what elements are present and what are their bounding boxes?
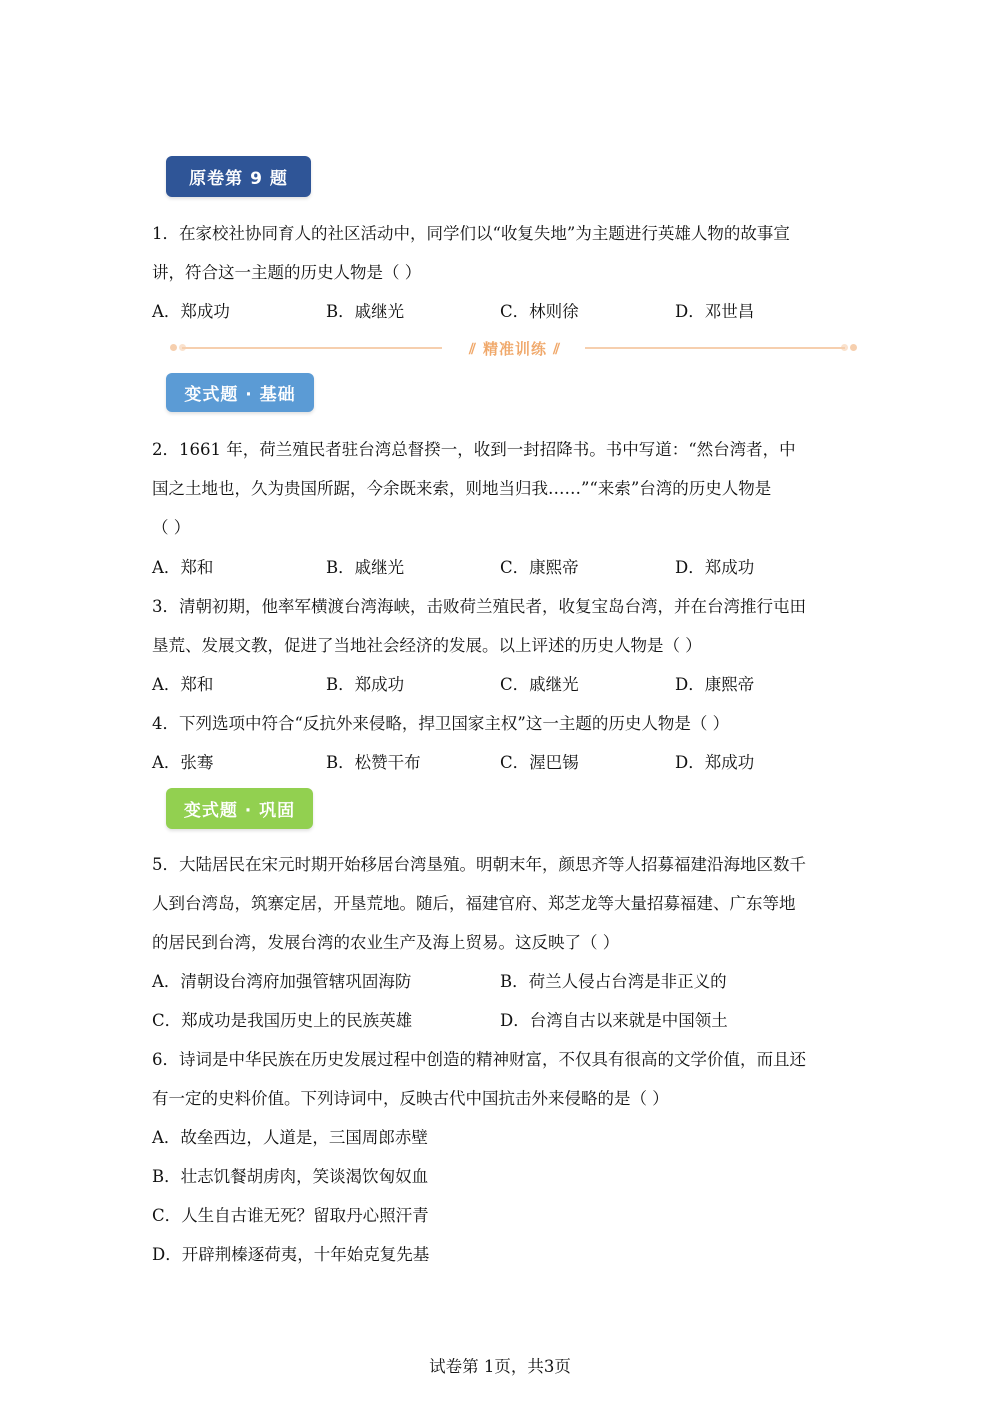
question-1-line-2: 讲，符合这一主题的历史人物是（ ） <box>152 263 422 282</box>
question-4-option-b: B．松赞干布 <box>326 753 421 772</box>
question-3-option-a: A．郑和 <box>152 675 214 694</box>
page-footer: 试卷第 1页，共3页 <box>429 1357 571 1376</box>
divider-label: ⫽ 精准训练 ⫽ <box>469 340 561 358</box>
section-divider <box>170 338 860 358</box>
question-4-option-a: A．张骞 <box>152 753 214 772</box>
question-2-line-2: 国之土地也，久为贵国所踞，今余既来索，则地当归我……”“来索”台湾的历史人物是 <box>152 479 772 498</box>
divider-dot <box>841 344 848 351</box>
question-2-option-b: B．戚继光 <box>326 558 405 577</box>
question-3-option-b: B．郑成功 <box>326 675 405 694</box>
question-4-option-c: C．渥巴锡 <box>500 753 579 772</box>
divider-label-text: 精准训练 <box>482 340 547 358</box>
question-2-line-1: 2．1661 年，荷兰殖民者驻台湾总督揆一，收到一封招降书。书中写道：“然台湾者，中 <box>152 440 796 459</box>
question-6-option-c: C．人生自古谁无死？留取丹心照汗青 <box>152 1206 429 1225</box>
divider-dot <box>850 344 857 351</box>
question-2-line-3: （ ） <box>152 518 191 537</box>
question-6-option-d: D．开辟荆榛逐荷夷，十年始克复先基 <box>152 1245 430 1264</box>
question-4-option-d: D．郑成功 <box>675 753 755 772</box>
question-4-line-1: 4．下列选项中符合“反抗外来侵略，捍卫国家主权”这一主题的历史人物是（ ） <box>152 714 730 733</box>
section-badge-basic: 变式题 · 基础 <box>166 373 314 412</box>
question-1-option-a: A．郑成功 <box>152 302 230 321</box>
question-6-line-2: 有一定的史料价值。下列诗词中，反映古代中国抗击外来侵略的是（ ） <box>152 1089 669 1108</box>
question-2-option-a: A．郑和 <box>152 558 214 577</box>
question-1-line-1: 1．在家校社协同育人的社区活动中，同学们以“收复失地”为主题进行英雄人物的故事宣 <box>152 224 790 243</box>
question-5-line-1: 5．大陆居民在宋元时期开始移居台湾垦殖。明朝末年，颜思齐等人招募福建沿海地区数千 <box>152 855 806 874</box>
question-3-option-c: C．戚继光 <box>500 675 579 694</box>
question-5-line-3: 的居民到台湾，发展台湾的农业生产及海上贸易。这反映了（ ） <box>152 933 620 952</box>
question-2-option-c: C．康熙帝 <box>500 558 579 577</box>
question-5-option-a: A．清朝设台湾府加强管辖巩固海防 <box>152 972 412 991</box>
question-1-option-c: C．林则徐 <box>500 302 579 321</box>
question-6-line-1: 6．诗词是中华民族在历史发展过程中创造的精神财富，不仅具有很高的文学价值，而且还 <box>152 1050 806 1069</box>
divider-dot <box>170 344 177 351</box>
question-5-line-2: 人到台湾岛，筑寨定居，开垦荒地。随后，福建官府、郑芝龙等大量招募福建、广东等地 <box>152 894 796 913</box>
question-1-option-b: B．戚继光 <box>326 302 405 321</box>
divider-rule-right <box>585 347 845 349</box>
question-6-option-b: B．壮志饥餐胡虏肉，笑谈渴饮匈奴血 <box>152 1167 429 1186</box>
question-2-option-d: D．郑成功 <box>675 558 755 577</box>
question-5-option-d: D．台湾自古以来就是中国领土 <box>500 1011 728 1030</box>
question-3-line-1: 3．清朝初期，他率军横渡台湾海峡，击败荷兰殖民者，收复宝岛台湾，并在台湾推行屯田 <box>152 597 806 616</box>
question-6-option-a: A．故垒西边，人道是，三国周郎赤壁 <box>152 1128 428 1147</box>
question-5-option-c: C．郑成功是我国历史上的民族英雄 <box>152 1011 413 1030</box>
section-badge-original: 原卷第 9 题 <box>166 156 311 197</box>
question-3-line-2: 垦荒、发展文教，促进了当地社会经济的发展。以上评述的历史人物是（ ） <box>152 636 702 655</box>
section-badge-consolidate: 变式题 · 巩固 <box>166 788 313 829</box>
question-5-option-b: B．荷兰人侵占台湾是非正义的 <box>500 972 727 991</box>
divider-rule-left <box>182 347 442 349</box>
question-3-option-d: D．康熙帝 <box>675 675 755 694</box>
question-1-option-d: D．邓世昌 <box>675 302 755 321</box>
